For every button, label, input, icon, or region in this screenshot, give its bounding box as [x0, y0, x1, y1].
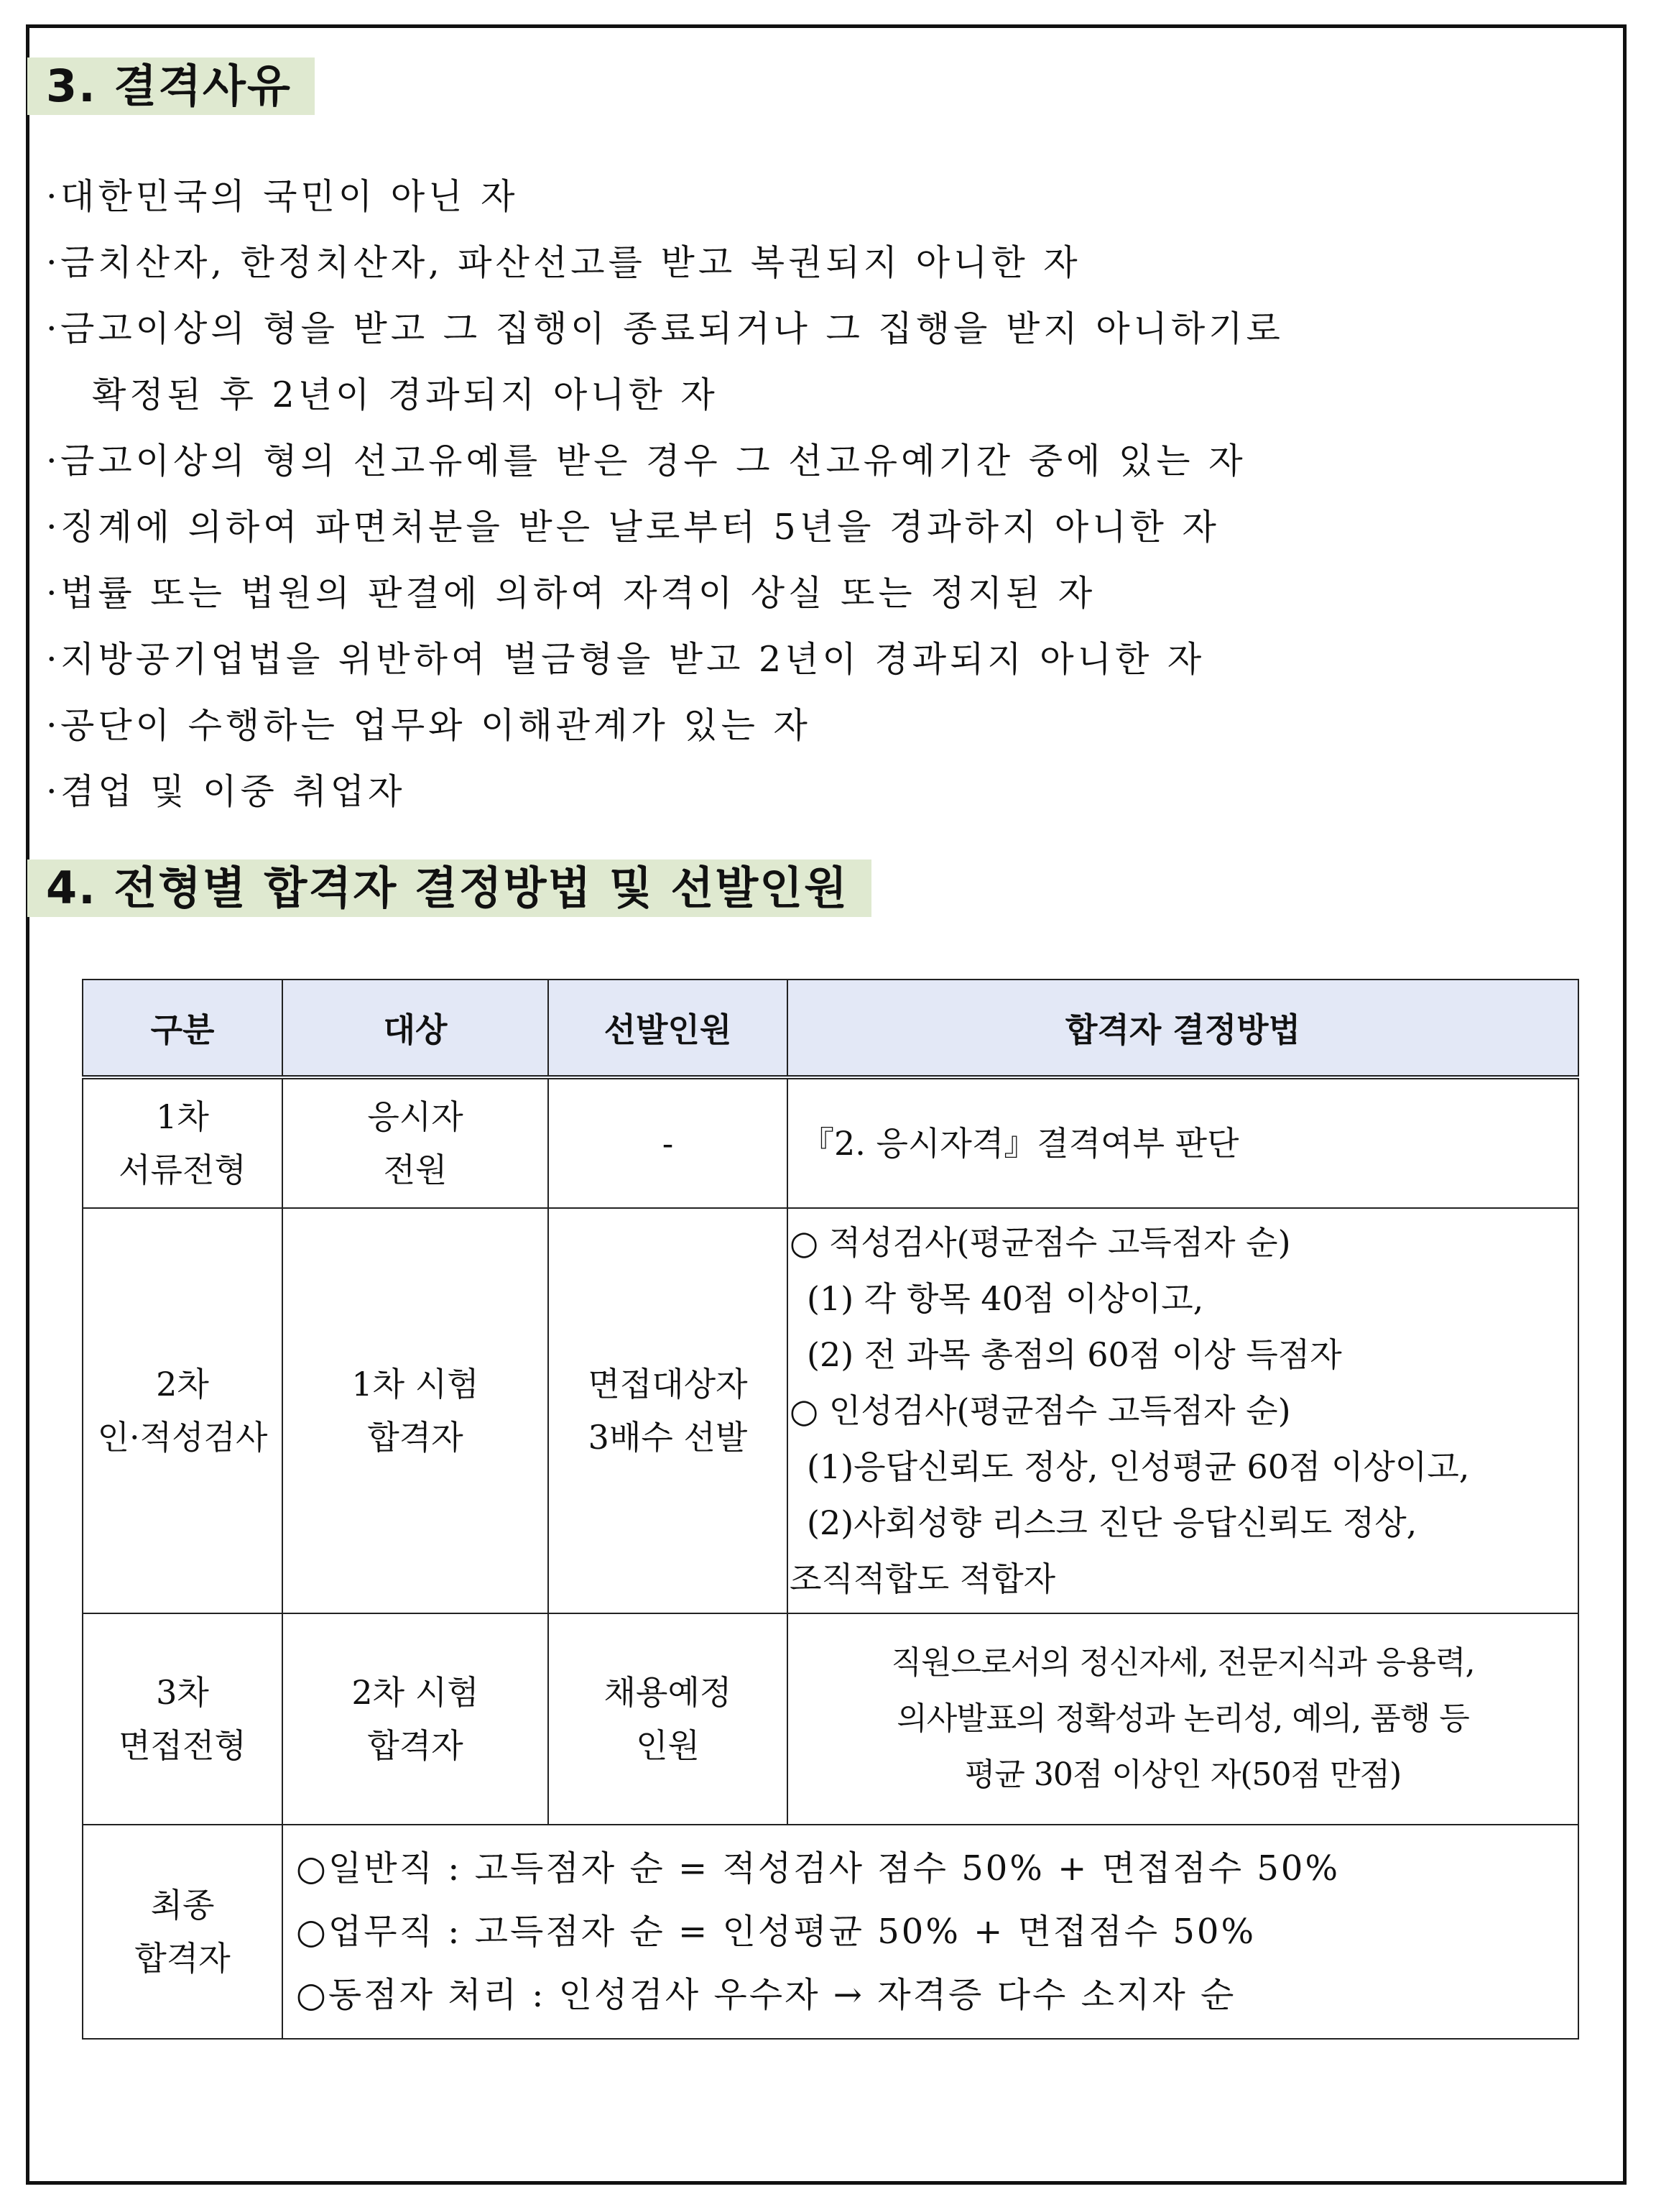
- count-cell: 면접대상자 3배수 선발: [548, 1208, 787, 1613]
- section-4-title: 4. 전형별 합격자 결정방법 및 선발인원: [27, 860, 871, 917]
- header-category: 구분: [83, 980, 282, 1077]
- list-item: ·법률 또는 법원의 판결에 의하여 자격이 상실 또는 정지된 자: [46, 561, 1555, 627]
- bullet: ·: [46, 242, 61, 283]
- table-row: [83, 1077, 1578, 1208]
- list-item: ·지방공기업법을 위반하여 벌금형을 받고 2년이 경과되지 아니한 자: [46, 627, 1555, 693]
- final-method-cell: ○일반직 : 고득점자 순 = 적성검사 점수 50% + 면접점수 50% ○업무직 : 고득점자 순 = 인성평균 50% + 면접점수 50% ○동점자 처리 : 인성검사 우수자 → 자격증 다수 소지자 순: [282, 1825, 1578, 2039]
- stage-cell: 최종 합격자: [83, 1825, 282, 2039]
- section-3-title: 3. 결격사유: [27, 57, 315, 115]
- selection-method-table: [82, 979, 1579, 2040]
- bullet: ·: [46, 176, 61, 217]
- header-method: 합격자 결정방법: [787, 980, 1578, 1077]
- bullet: ·: [46, 308, 61, 349]
- table-header-row: [83, 980, 1578, 1077]
- list-item: ·금치산자, 한정치산자, 파산선고를 받고 복권되지 아니한 자: [46, 230, 1555, 296]
- stage-cell: 1차 서류전형: [83, 1077, 282, 1208]
- target-cell: 1차 시험 합격자: [282, 1208, 548, 1613]
- list-item: ·금고이상의 형을 받고 그 집행이 종료되거나 그 집행을 받지 아니하기로: [46, 296, 1555, 362]
- method-cell: 직원으로서의 정신자세, 전문지식과 응용력, 의사발표의 정확성과 논리성, 예의, 품행 등 평균 30점 이상인 자(50점 만점): [787, 1613, 1578, 1825]
- count-cell: 채용예정 인원: [548, 1613, 787, 1825]
- header-target: 대상: [282, 980, 548, 1077]
- bullet: ·: [46, 441, 61, 481]
- target-cell: 2차 시험 합격자: [282, 1613, 548, 1825]
- count-cell: -: [548, 1077, 787, 1208]
- stage-cell: 2차 인·적성검사: [83, 1208, 282, 1613]
- list-item: ·공단이 수행하는 업무와 이해관계가 있는 자: [46, 693, 1555, 759]
- list-item-continuation: 확정된 후 2년이 경과되지 아니한 자: [92, 374, 718, 415]
- bullet: ·: [46, 771, 61, 812]
- list-item: ·대한민국의 국민이 아닌 자: [46, 164, 1555, 230]
- bullet: ·: [46, 507, 61, 548]
- method-cell: ○ 적성검사(평균점수 고득점자 순) (1) 각 항목 40점 이상이고, (2) 전 과목 총점의 60점 이상 득점자 ○ 인성검사(평균점수 고득점자 순) (1)응답신뢰도 정상, 인성평균 60점 이상이고, (2)사회성향 리스크 진단 응답신뢰도 정상, 조직적합도 적합자: [787, 1208, 1578, 1613]
- method-cell: 『2. 응시자격』결격여부 판단: [787, 1077, 1578, 1208]
- target-cell: 응시자 전원: [282, 1077, 548, 1208]
- disqualification-list: [46, 164, 1555, 825]
- list-item: ·겸업 및 이중 취업자: [46, 759, 1555, 825]
- bullet: ·: [46, 705, 61, 746]
- header-count: 선발인원: [548, 980, 787, 1077]
- list-item: ·금고이상의 형의 선고유예를 받은 경우 그 선고유예기간 중에 있는 자: [46, 428, 1555, 494]
- stage-cell: 3차 면접전형: [83, 1613, 282, 1825]
- table-row: [83, 1825, 1578, 2039]
- table-row: [83, 1613, 1578, 1825]
- bullet: ·: [46, 573, 61, 614]
- bullet: ·: [46, 639, 61, 680]
- list-item: ·징계에 의하여 파면처분을 받은 날로부터 5년을 경과하지 아니한 자: [46, 494, 1555, 561]
- table-row: [83, 1208, 1578, 1613]
